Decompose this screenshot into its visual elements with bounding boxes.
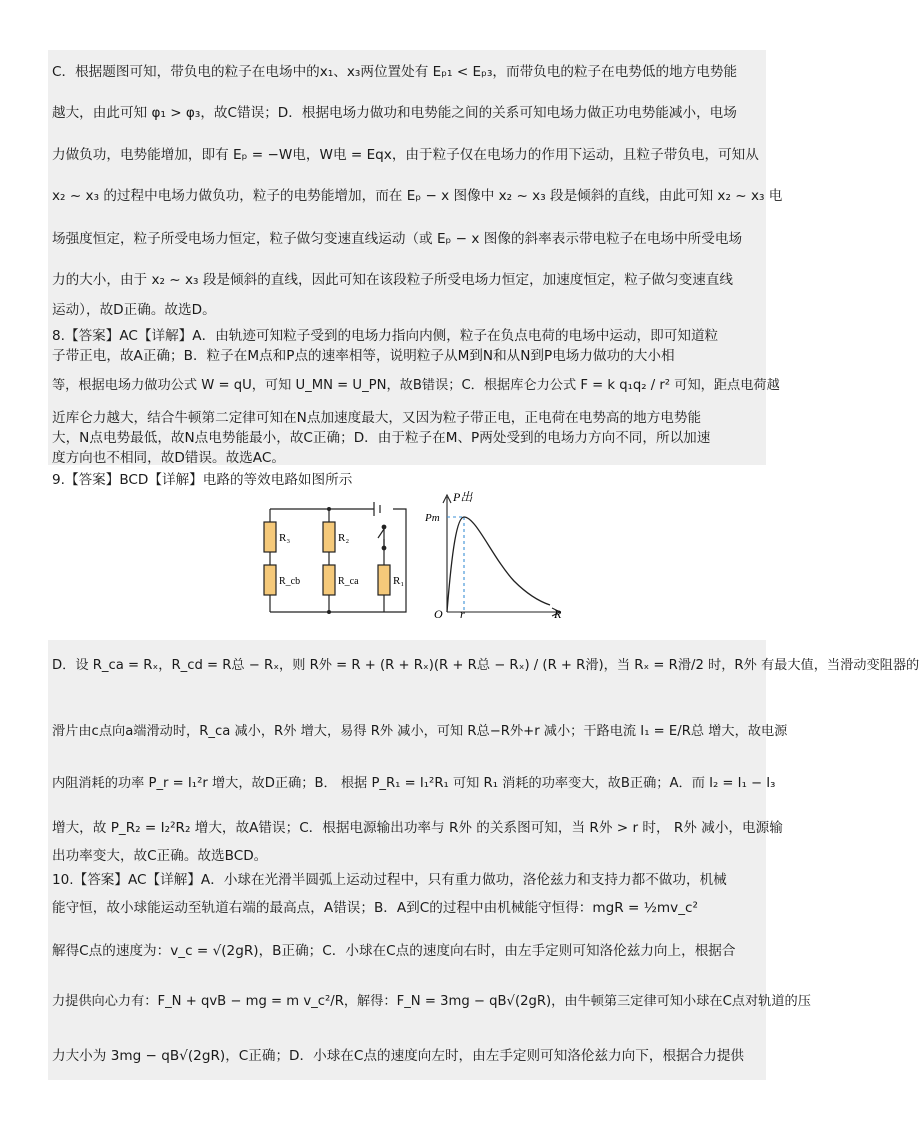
label-rca: R_ca: [338, 576, 359, 587]
junction-dot: [328, 508, 331, 511]
text-line: 解得C点的速度为：v_c = √(2gR)，B正确；C．小球在C点的速度向右时，由左手定则可知洛伦兹力向上，根据合: [52, 943, 736, 959]
label-r3: R₃: [279, 532, 291, 544]
graph-y-label: P出: [453, 490, 473, 504]
label-rcb: R_cb: [279, 576, 301, 587]
text-line: 8.【答案】AC【详解】A．由轨迹可知粒子受到的电场力指向内侧，粒子在负点电荷的电场中运动，即可知道粒: [52, 328, 719, 344]
text-line: 运动），故D正确。故选D。: [52, 302, 216, 318]
text-line: 场强度恒定，粒子所受电场力恒定，粒子做匀变速直线运动（或 Eₚ − x 图像的斜率表示带电粒子在电场中所受电场: [52, 231, 743, 247]
q9-figure: [262, 489, 567, 619]
circuit-wires-frame: [270, 509, 406, 612]
resistor-r1: [378, 565, 390, 595]
text-line: 子带正电，故A正确；B．粒子在M点和P点的速率相等，说明粒子从M到N和从N到P电场力做功的大小相: [52, 348, 675, 364]
text-line: 力做负功，电势能增加，即有 Eₚ = −W电，W电 = Eqx，由于粒子仅在电场力的作用下运动，且粒子带负电，可知从: [52, 147, 759, 163]
text-line: 9.【答案】BCD【详解】电路的等效电路如图所示: [52, 472, 353, 488]
text-line: x₂ ~ x₃ 的过程中电场力做负功，粒子的电势能增加，而在 Eₚ − x 图像中 x₂ ~ x₃ 段是倾斜的直线，由此可知 x₂ ~ x₃ 电: [52, 188, 783, 204]
text-line: 近库仑力越大，结合牛顿第二定律可知在N点加速度最大，又因为粒子带正电，正电荷在电势高的地方电势能: [52, 410, 702, 426]
text-line: 10.【答案】AC【详解】A．小球在光滑半圆弧上运动过程中，只有重力做功，洛伦兹力和支持力都不做功，机械: [52, 872, 727, 888]
text-line: 滑片由c点向a端滑动时，R_ca 减小，R外 增大，易得 R外 减小，可知 R总−R外+r 减小；干路电流 I₁ = E/R总 增大，故电源: [52, 724, 788, 739]
text-line: 越大，由此可知 φ₁ > φ₃，故C错误；D．根据电场力做功和电势能之间的关系可知电场力做正功电势能减小，电场: [52, 105, 737, 121]
resistor-rcb: [264, 565, 276, 595]
battery-symbol: [374, 502, 380, 516]
label-r2: R₂: [338, 532, 350, 544]
graph-origin-label: O: [434, 607, 443, 621]
label-r1: R₁: [393, 575, 405, 587]
text-line: 增大，故 P_R₂ = I₂²R₂ 增大，故A错误；C．根据电源输出功率与 R外 的关系图可知，当 R外 > r 时， R外 减小，电源输: [52, 820, 783, 836]
graph-pm-label: Pm: [425, 512, 440, 524]
graph-r-mark: r: [460, 607, 465, 621]
q9-figure-svg: [262, 489, 567, 619]
text-line: C．根据题图可知，带负电的粒子在电场中的x₁、x₃两位置处有 Eₚ₁ < Eₚ₃，而带负电的粒子在电势低的地方电势能: [52, 64, 738, 80]
text-line: 度方向也不相同，故D错误。故选AC。: [52, 450, 285, 466]
resistor-rca: [323, 565, 335, 595]
text-line: 内阻消耗的功率 P_r = I₁²r 增大，故D正确；B． 根据 P_R₁ = I₁²R₁ 可知 R₁ 消耗的功率变大，故B正确；A．而 I₂ = I₁ − I₃: [52, 776, 776, 791]
text-line: D．设 R_ca = Rₓ，R_cd = R总 − Rₓ，则 R外 = R + (R + Rₓ)(R + R总 − Rₓ) / (R + R滑)，当 Rₓ = R滑/2 时，R外 有最大值，当滑动变阻器的: [52, 658, 919, 673]
text-line: 等，根据电场力做功公式 W = qU，可知 U_MN = U_PN，故B错误；C．根据库仑力公式 F = k q₁q₂ / r² 可知，距点电荷越: [52, 378, 780, 393]
text-line: 大，N点电势最低，故N点电势能最小，故C正确；D．由于粒子在M、P两处受到的电场力方向不同，所以加速: [52, 430, 711, 446]
resistor-r2: [323, 522, 335, 552]
graph-x-label: R: [554, 607, 562, 621]
peak-guide-lines: [447, 517, 464, 612]
text-line: 能守恒，故小球能运动至轨道右端的最高点，A错误；B．A到C的过程中由机械能守恒得：mgR = ½mv_c²: [52, 900, 698, 916]
junction-dot: [328, 611, 331, 614]
power-curve: [447, 517, 550, 612]
switch-contact: [382, 525, 386, 529]
switch-symbol: [378, 529, 384, 547]
text-line: 出功率变大，故C正确。故选BCD。: [52, 848, 268, 864]
text-line: 力提供向心力有：F_N + qvB − mg = m v_c²/R，解得：F_N = 3mg − qB√(2gR)，由牛顿第三定律可知小球在C点对轨道的压: [52, 994, 811, 1009]
power-graph: [443, 495, 560, 616]
switch-contact: [382, 546, 386, 550]
text-line: 力大小为 3mg − qB√(2gR)，C正确；D．小球在C点的速度向左时，由左手定则可知洛伦兹力向下，根据合力提供: [52, 1048, 745, 1064]
circuit-diagram: [264, 502, 406, 613]
resistor-r3: [264, 522, 276, 552]
text-line: 力的大小，由于 x₂ ~ x₃ 段是倾斜的直线，因此可知在该段粒子所受电场力恒定，加速度恒定，粒子做匀变速直线: [52, 272, 733, 288]
